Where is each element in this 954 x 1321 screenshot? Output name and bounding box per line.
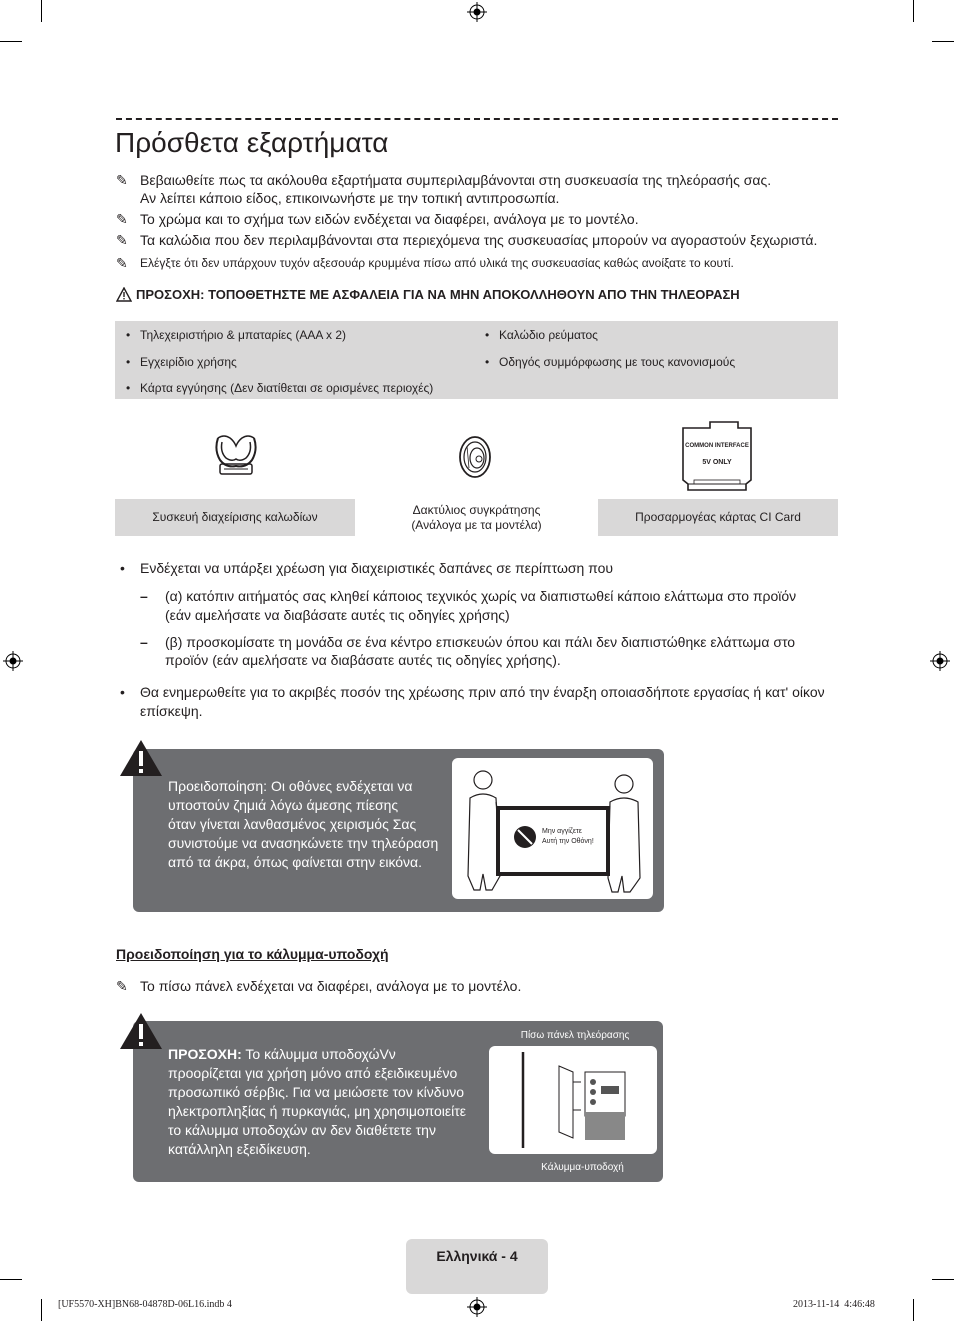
ci-card-voltage-label: 5V ONLY <box>702 459 732 466</box>
cable-holder-caption: Συσκευή διαχείρισης καλωδίων <box>115 499 355 536</box>
pencil-note-icon: ✎ <box>116 211 128 227</box>
pencil-note-icon: ✎ <box>116 978 128 994</box>
charges-info-continued: επίσκεψη. <box>140 703 203 719</box>
registration-mark-top-icon <box>467 2 487 22</box>
charges-intro: • Ενδέχεται να υπάρξει χρέωση για διαχειριστικές δαπάνες σε περίπτωση που <box>140 559 613 577</box>
back-panel-illustration <box>489 1046 657 1154</box>
list-item: • Κάρτα εγγύησης (Δεν διατίθεται σε ορισμένες περιοχές) <box>140 381 433 395</box>
page-number-tab: Ελληνικά - 4 <box>406 1239 548 1294</box>
cover-warning-text: ΠΡΟΣΟΧΗ: Το κάλυμμα υποδοχώVν προορίζεται για χρήση μόνο από εξειδικευμένο προσωπικό σέρβις. Για να μειώσετε τον κίνδυνο ηλεκτροπληξίας ή πυρκαγιάς, μη χρησιμοποιείτε το κάλυμμα υποδοχών αν δεν διαθέτετε την κατάλληλη εξειδίκευση. <box>168 1046 466 1157</box>
charges-item-a: – (α) κατόπιν αιτήματός σας κληθεί κάποιος τεχνικός χωρίς να διαπιστωθεί κάποιο ελάττωμα στο προϊόν <box>165 587 796 605</box>
charges-info: • Θα ενημερωθείτε για το ακριβές ποσόν της χρέωσης πριν από την έναρξη οποιασδήποτε εργασίας ή κατ' οίκον <box>140 683 825 701</box>
footer-timestamp: 2013-11-14 ️ 4:46:48 <box>793 1299 875 1310</box>
warning-icon <box>118 738 164 778</box>
ci-card-label: COMMON INTERFACE <box>685 443 749 449</box>
charges-item-b: – (β) προσκομίσατε τη μονάδα σε ένα κέντρο επισκευών όπου και πάλι δεν διαπιστώθηκε ελάττωμα στο <box>165 633 795 651</box>
warning-icon <box>118 1011 164 1051</box>
charges-item-a-continued: (εάν αμελήσατε να διαβάσατε αυτές τις οδηγίες χρήσης) <box>165 607 510 623</box>
back-panel-icon <box>489 1046 657 1154</box>
terminal-cover-label: Κάλυμμα-υποδοχή <box>541 1162 624 1173</box>
back-panel-label: Πίσω πάνελ τηλεόρασης <box>520 1030 630 1041</box>
cover-heading: Προειδοποίηση για το κάλυμμα-υποδοχή <box>116 946 389 962</box>
warning-triangle-icon <box>116 287 132 302</box>
screen-warning-text: Προειδοποίηση: Οι οθόνες ενδέχεται να υποστούν ζημιά λόγω άμεσης πίεσης όταν γίνεται λανθασμένος χειρισμός Σας συνιστούμε να ανασηκώνετε την τηλεόραση από τα άκρα, όπως φαίνεται στην εικόνα. <box>168 778 439 870</box>
holder-ring-caption: Δακτύλιος συγκράτησης (Ανάλογα με τα μοντέλα) <box>357 499 596 536</box>
list-item: • Τηλεχειριστήριο & μπαταρίες (AAA x 2) <box>140 328 346 342</box>
ci-card-adapter-icon <box>680 418 754 492</box>
footer-file-info: [UF5570-XH]BN68-04878D-06L16.indb 4 <box>58 1299 232 1310</box>
pencil-note-icon: ✎ <box>116 255 128 271</box>
page-title: Πρόσθετα εξαρτήματα <box>115 127 389 158</box>
pencil-note-icon: ✎ <box>116 172 128 188</box>
do-not-touch-label: Μην αγγίζετε Αυτή την Οθόνη! <box>542 828 594 845</box>
pencil-note-icon: ✎ <box>116 232 128 248</box>
cable-holder-icon <box>212 432 260 478</box>
charges-item-b-continued: προϊόν (εάν αμελήσατε να διαβάσατε αυτές τις οδηγίες χρήσης). <box>165 652 561 668</box>
handling-illustration <box>452 758 653 899</box>
ci-adapter-caption: Προσαρμογέας κάρτας CI Card <box>598 499 838 536</box>
section-divider <box>116 118 838 120</box>
registration-mark-right-icon <box>930 651 950 671</box>
registration-mark-bottom-icon <box>467 1297 487 1317</box>
list-item: • Οδηγός συμμόρφωσης με τους κανονισμούς <box>499 355 735 369</box>
registration-mark-left-icon <box>3 651 23 671</box>
caution-line: ΠΡΟΣΟΧΗ: ΤΟΠΟΘΕΤΗΣΤΕ ΜΕ ΑΣΦΑΛΕΙΑ ΓΙΑ ΝΑ ΜΗΝ ΑΠΟΚΟΛΛΗΘΟΥΝ ΑΠΟ ΤΗΝ ΤΗΛΕΟΡΑΣΗ <box>116 287 740 302</box>
list-item: • Εγχειρίδιο χρήσης <box>140 355 237 369</box>
holder-ring-icon <box>455 434 495 480</box>
list-item: • Καλώδιο ρεύματος <box>499 328 598 342</box>
